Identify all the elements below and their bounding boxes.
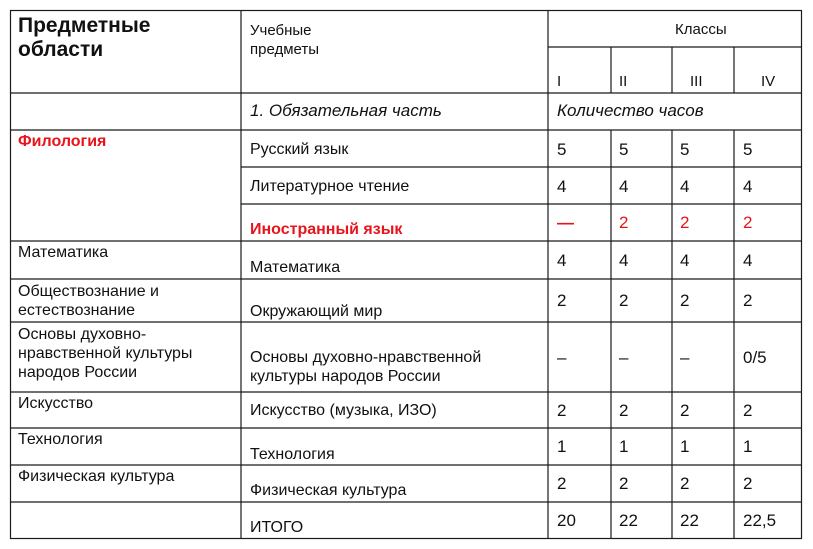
grade-3: III [690, 73, 703, 90]
hours-cell: 2 [743, 474, 753, 493]
hours-cell: 5 [619, 140, 629, 159]
total-hours-cell: 20 [557, 511, 576, 530]
area-physical-culture: Физическая культура [18, 468, 175, 485]
hours-cell: 1 [743, 437, 753, 456]
hours-cell: 1 [557, 437, 567, 456]
area-orkse: Основы духовно-нравственной культуры народов России [18, 326, 193, 381]
header-classes: Классы [675, 21, 727, 38]
hours-cell: 2 [743, 213, 753, 232]
hours-cell: – [557, 348, 567, 367]
hours-cell: 4 [557, 177, 567, 196]
hours-cell: 4 [619, 177, 629, 196]
header-areas: Предметные области [18, 14, 151, 61]
subject-math: Математика [250, 259, 341, 276]
hours-cell: 4 [743, 251, 753, 270]
hours-cell: 1 [680, 437, 690, 456]
total-hours-cell: 22 [680, 511, 699, 530]
hours-cell: 0/5 [743, 348, 767, 367]
area-technology: Технология [18, 431, 103, 448]
hours-cell: 5 [557, 140, 567, 159]
subject-physical-culture: Физическая культура [250, 482, 407, 499]
hours-cell: 4 [680, 177, 690, 196]
header-subjects: Учебные предметы [250, 22, 320, 58]
total-hours-cell: 22 [619, 511, 638, 530]
hours-cell: 4 [743, 177, 753, 196]
grade-4: IV [761, 73, 776, 90]
hours-cell: 2 [680, 213, 690, 232]
subject-literary-reading: Литературное чтение [250, 178, 410, 195]
hours-cell: 2 [680, 291, 690, 310]
hours-cell: 4 [619, 251, 629, 270]
subject-russian: Русский язык [250, 141, 349, 158]
hours-cell: 2 [680, 401, 690, 420]
hours-cell: 2 [557, 401, 567, 420]
subject-orkse: Основы духовно-нравственной культуры народов России [250, 349, 482, 385]
hours-cell: 4 [680, 251, 690, 270]
area-art: Искусство [18, 395, 94, 412]
section-hours: Количество часов [557, 101, 704, 120]
hours-cell: – [680, 348, 690, 367]
subject-technology: Технология [250, 446, 335, 463]
total-label: ИТОГО [250, 519, 304, 536]
hours-cell: 2 [619, 291, 629, 310]
hours-cell: 2 [619, 401, 629, 420]
hours-cell: 4 [557, 251, 567, 270]
hours-cell: – [619, 348, 629, 367]
hours-cell: 2 [680, 474, 690, 493]
hours-cell: 2 [743, 291, 753, 310]
grade-2: II [619, 73, 628, 90]
hours-cell: 2 [619, 474, 629, 493]
area-philology: Филология [18, 133, 107, 150]
subject-world-around: Окружающий мир [250, 303, 383, 320]
hours-cell: 2 [743, 401, 753, 420]
hours-cell: 5 [743, 140, 753, 159]
hours-cell: 2 [557, 291, 567, 310]
hours-cell: 1 [619, 437, 629, 456]
area-math: Математика [18, 244, 109, 261]
hours-cell: 5 [680, 140, 690, 159]
total-hours-cell: 22,5 [743, 511, 777, 530]
hours-cell: 2 [619, 213, 629, 232]
subject-foreign-language: Иностранный язык [250, 221, 403, 238]
subject-art: Искусство (музыка, ИЗО) [250, 402, 437, 419]
area-social-science: Обществознание и естествознание [18, 283, 159, 319]
section-mandatory: 1. Обязательная часть [250, 101, 442, 120]
grade-1: I [557, 73, 562, 90]
hours-cell: 2 [557, 474, 567, 493]
hours-cell: — [557, 213, 574, 232]
